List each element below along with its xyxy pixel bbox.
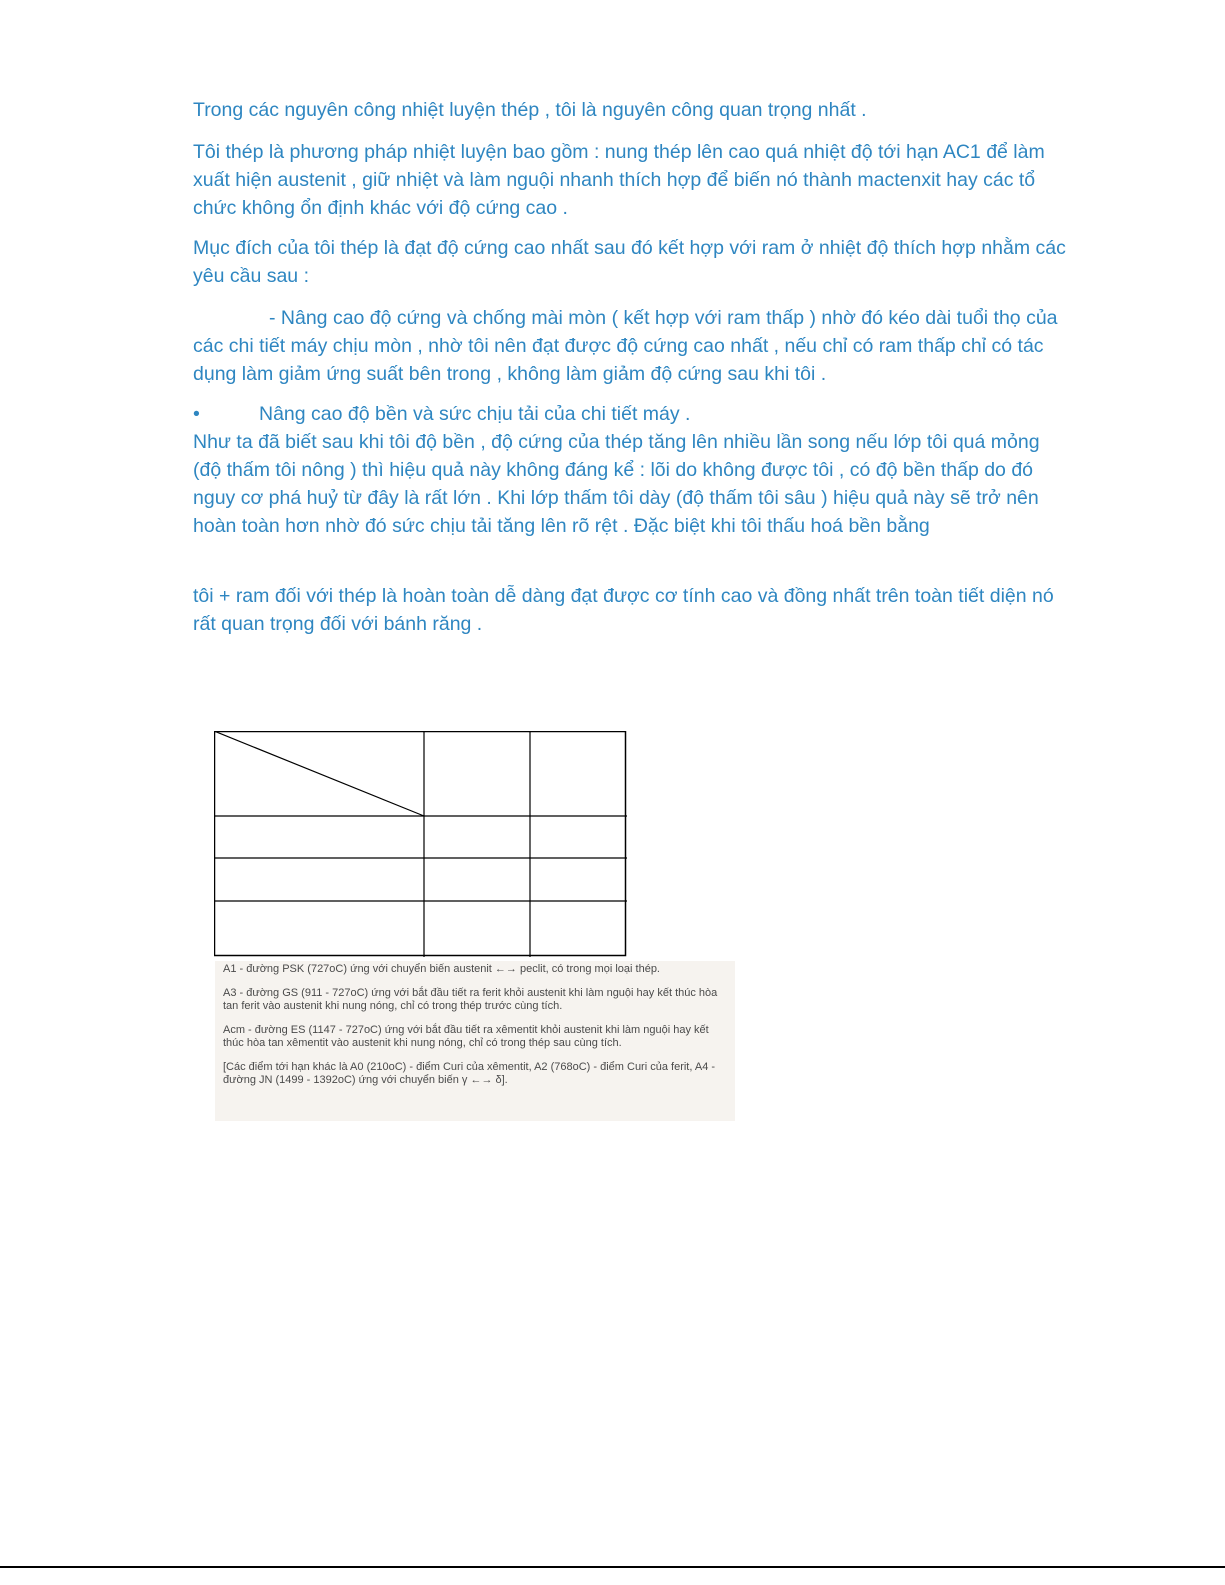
note-a3: A3 - đường GS (911 - 727oC) ứng với bắt đầu tiết ra ferit khỏi austenit khi làm nguội hay kết thúc hòa tan ferit vào austenit khi nung nóng, chỉ có trong thép trước cùng tích. bbox=[223, 987, 718, 1012]
paragraph-strength bbox=[193, 400, 1073, 540]
bullet-icon: • bbox=[193, 403, 200, 425]
paragraph-definition: Tôi thép là phương pháp nhiệt luyện bao gồm : nung thép lên cao quá nhiệt độ tới hạn AC1 để làm xuất hiện austenit , giữ nhiệt và làm nguội nhanh thích hợp để biến nó thành mactenxit hay các tổ chức không ổn định khác với độ cứng cao . bbox=[193, 141, 1045, 219]
paragraph-intro: Trong các nguyên công nhiệt luyện thép , tôi là nguyên công quan trọng nhất . bbox=[193, 99, 867, 121]
paragraph-purpose: Mục đích của tôi thép là đạt độ cứng cao nhất sau đó kết hợp với ram ở nhiệt độ thích hợp nhằm các yêu cầu sau : bbox=[193, 237, 1066, 287]
page-bottom-rule bbox=[0, 1566, 1225, 1568]
paragraph-tempering: tôi + ram đối với thép là hoàn toàn dễ dàng đạt được cơ tính cao và đồng nhất trên toàn tiết diện nó rất quan trọng đối với bánh răng . bbox=[193, 585, 1054, 635]
note-other-points: [Các điểm tới hạn khác là A0 (210oC) - điểm Curi của xêmentit, A2 (768oC) - điểm Curi của ferit, A4 - đường JN (1499 - 1392oC) ứng với chuyển biến γ ←→ δ]. bbox=[223, 1061, 716, 1086]
empty-table-grid bbox=[214, 731, 627, 957]
note-acm: Acm - đường ES (1147 - 727oC) ứng với bắt đầu tiết ra xêmentit khỏi austenit khi làm nguội hay kết thúc hòa tan xêmentit vào austenit khi nung nóng, chỉ có trong thép sau cùng tích. bbox=[223, 1024, 709, 1049]
diagonal-header-line bbox=[214, 731, 424, 816]
bullet-heading: Nâng cao độ bền và sức chịu tải của chi tiết máy . bbox=[259, 403, 691, 425]
table-border bbox=[215, 732, 626, 956]
empty-table bbox=[214, 731, 627, 957]
note-a1: A1 - đường PSK (727oC) ứng với chuyển biến austenit ←→ peclit, có trong mọi loại thép. bbox=[223, 963, 660, 975]
paragraph-hardness-text: - Nâng cao độ cứng và chống mài mòn ( kết hợp với ram thấp ) nhờ đó kéo dài tuổi thọ của các chi tiết máy chịu mòn , nhờ tôi nên đạt được độ cứng cao nhất , nếu chỉ có ram thấp chỉ có tác dụng làm giảm ứng suất bên trong , không làm giảm độ cứng sau khi tôi . bbox=[193, 307, 1058, 385]
paragraph-hardness bbox=[193, 304, 1073, 388]
bullet-line bbox=[193, 400, 1073, 428]
critical-points-note bbox=[215, 961, 735, 1121]
paragraph-strength-body: Như ta đã biết sau khi tôi độ bền , độ cứng của thép tăng lên nhiều lần song nếu lớp tôi quá mỏng (độ thấm tôi nông ) thì hiệu quả này không đáng kể : lõi do không được tôi , có độ bền thấp do đó nguy cơ phá huỷ từ đây là rất lớn . Khi lớp thấm tôi dày (độ thấm tôi sâu ) hiệu quả này sẽ trở nên hoàn toàn hơn nhờ đó sức chịu tải tăng lên rõ rệt . Đặc biệt khi tôi thấu hoá bền bằng bbox=[193, 431, 1040, 537]
